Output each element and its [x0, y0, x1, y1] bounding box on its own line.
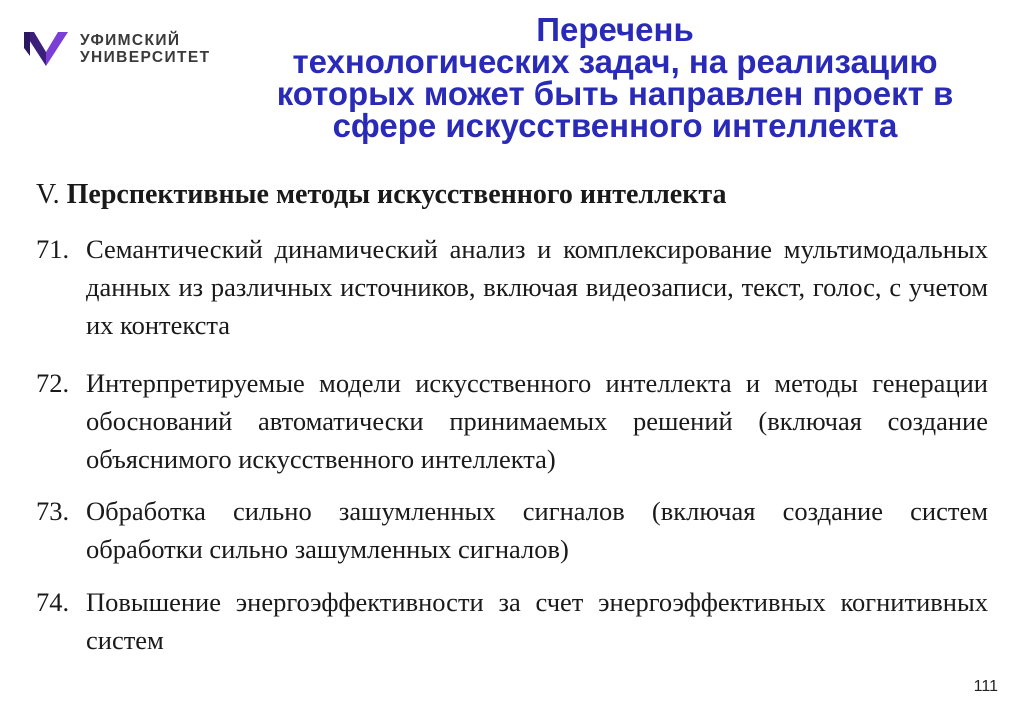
- page-title: [200, 11, 1024, 144]
- section-heading: [36, 178, 726, 212]
- list-item-text: Интерпретируемые модели искусственного интеллекта и методы генерации обоснований автоматически принимаемых решений (включая создание объяснимого искусственного интеллекта): [86, 368, 988, 474]
- page-number: 111: [973, 678, 998, 695]
- title-line3: которых может быть направлен проект в: [276, 75, 954, 112]
- list-item: [36, 230, 988, 344]
- title-line1: Перечень: [536, 11, 694, 48]
- university-name: [80, 32, 210, 66]
- title-line2: технологических задач, на реализацию: [292, 43, 938, 80]
- university-name-line1: УФИМСКИЙ: [80, 32, 181, 49]
- list-item-number: 72.: [36, 368, 70, 398]
- university-logo-icon: [22, 26, 70, 72]
- list-item-number: 73.: [36, 496, 70, 526]
- list-item-number: 74.: [36, 587, 70, 617]
- section-number: V.: [36, 179, 60, 210]
- university-name-line2: УНИВЕРСИТЕТ: [80, 49, 211, 66]
- list-item: [36, 364, 988, 478]
- list-item-text: Повышение энергоэффективности за счет энергоэффективных когнитивных систем: [86, 587, 988, 655]
- list-item-number: 71.: [36, 234, 70, 264]
- list-item-text: Обработка сильно зашумленных сигналов (включая создание систем обработки сильно зашумленных сигналов): [86, 496, 988, 564]
- list-item-text: Семантический динамический анализ и комплексирование мультимодальных данных из различных источников, включая видеозаписи, текст, голос, с учетом их контекста: [86, 234, 988, 340]
- title-line4: сфере искусственного интеллекта: [332, 107, 898, 144]
- list-item: [36, 492, 988, 568]
- list-item: [36, 583, 988, 659]
- section-title: Перспективные методы искусственного интеллекта: [66, 179, 727, 210]
